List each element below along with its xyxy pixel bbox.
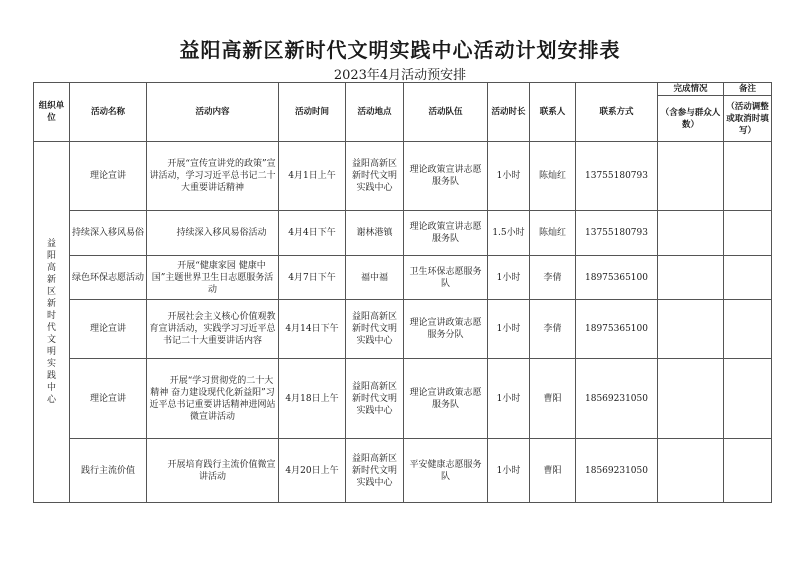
cell-activity-duration: 1.5小时 <box>488 211 530 256</box>
cell-note <box>724 142 772 211</box>
cell-completion <box>658 439 724 503</box>
org-unit-char: 时 <box>46 311 56 321</box>
header-time: 活动时间 <box>279 83 346 142</box>
cell-contact-phone: 18569231050 <box>576 439 658 503</box>
header-done-title: 完成情况 <box>658 83 724 96</box>
cell-contact-phone: 13755180793 <box>576 211 658 256</box>
org-unit-char: 明 <box>46 347 56 357</box>
header-note-title: 备注 <box>724 83 772 96</box>
org-unit-char: 高 <box>46 263 56 273</box>
header-phone: 联系方式 <box>576 83 658 142</box>
cell-contact-phone: 18975365100 <box>576 256 658 300</box>
cell-activity-content: 开展社会主义核心价值观教育宣讲活动，实践学习习近平总书记二十大重要讲话内容 <box>147 300 279 359</box>
cell-activity-content: 开展“学习贯彻党的二十大精神 奋力建设现代化新益阳”习近平总书记重要讲话精神进网站微宣讲活动 <box>147 359 279 439</box>
cell-activity-duration: 1小时 <box>488 439 530 503</box>
activity-schedule-table <box>33 82 772 503</box>
cell-activity-duration: 1小时 <box>488 359 530 439</box>
header-name: 活动名称 <box>70 83 147 142</box>
org-unit-char: 文 <box>46 335 56 345</box>
cell-activity-place: 益阳高新区新时代文明实践中心 <box>346 359 404 439</box>
cell-completion <box>658 359 724 439</box>
header-content: 活动内容 <box>147 83 279 142</box>
cell-activity-team: 卫生环保志愿服务队 <box>404 256 488 300</box>
cell-contact-person: 陈灿红 <box>530 211 576 256</box>
cell-activity-team: 平安健康志愿服务队 <box>404 439 488 503</box>
cell-activity-team: 理论宣讲政策志愿服务分队 <box>404 300 488 359</box>
header-contact: 联系人 <box>530 83 576 142</box>
cell-completion <box>658 256 724 300</box>
cell-activity-time: 4月14日下午 <box>279 300 346 359</box>
cell-contact-phone: 18569231050 <box>576 359 658 439</box>
cell-activity-team: 理论宣讲政策志愿服务队 <box>404 359 488 439</box>
header-done-sub: （含参与群众人数） <box>658 96 724 142</box>
cell-activity-name: 理论宣讲 <box>70 300 147 359</box>
cell-note <box>724 211 772 256</box>
org-unit-char: 益 <box>46 239 56 249</box>
table-row <box>34 300 772 359</box>
cell-activity-time: 4月20日上午 <box>279 439 346 503</box>
org-unit-cell <box>34 142 70 503</box>
org-unit-char: 区 <box>46 287 56 297</box>
cell-activity-name: 持续深入移风易俗 <box>70 211 147 256</box>
cell-contact-person: 曹阳 <box>530 439 576 503</box>
header-org: 组织单位 <box>34 83 70 142</box>
cell-activity-team: 理论政策宣讲志愿服务队 <box>404 142 488 211</box>
cell-contact-person: 陈灿红 <box>530 142 576 211</box>
cell-note <box>724 300 772 359</box>
cell-activity-content: 开展培育践行主流价值微宣讲活动 <box>147 439 279 503</box>
org-unit-char: 践 <box>46 371 56 381</box>
cell-activity-time: 4月4日下午 <box>279 211 346 256</box>
cell-activity-place: 益阳高新区新时代文明实践中心 <box>346 439 404 503</box>
org-unit-char: 中 <box>46 383 56 393</box>
cell-completion <box>658 300 724 359</box>
cell-contact-phone: 13755180793 <box>576 142 658 211</box>
document-title: 益阳高新区新时代文明实践中心活动计划安排表 <box>179 38 621 62</box>
cell-activity-content: 开展“宣传宣讲党的政策”宣讲活动，学习习近平总书记二十大重要讲话精神 <box>147 142 279 211</box>
cell-activity-name: 绿色环保志愿活动 <box>70 256 147 300</box>
org-unit-char: 代 <box>46 323 56 333</box>
table-row <box>34 256 772 300</box>
cell-note <box>724 359 772 439</box>
cell-activity-place: 福中福 <box>346 256 404 300</box>
cell-activity-duration: 1小时 <box>488 300 530 359</box>
header-place: 活动地点 <box>346 83 404 142</box>
org-unit-char: 新 <box>46 275 56 285</box>
cell-activity-duration: 1小时 <box>488 142 530 211</box>
cell-note <box>724 256 772 300</box>
cell-activity-name: 理论宣讲 <box>70 359 147 439</box>
cell-activity-duration: 1小时 <box>488 256 530 300</box>
cell-completion <box>658 211 724 256</box>
table-row <box>34 211 772 256</box>
cell-activity-content: 持续深入移风易俗活动 <box>147 211 279 256</box>
table-row <box>34 439 772 503</box>
cell-activity-name: 理论宣讲 <box>70 142 147 211</box>
cell-activity-place: 益阳高新区新时代文明实践中心 <box>346 142 404 211</box>
cell-note <box>724 439 772 503</box>
cell-activity-time: 4月1日上午 <box>279 142 346 211</box>
cell-contact-person: 李倩 <box>530 256 576 300</box>
org-unit-char: 实 <box>46 359 56 369</box>
header-note-sub: （活动调整或取消时填写） <box>724 96 772 142</box>
cell-activity-place: 谢林港镇 <box>346 211 404 256</box>
cell-activity-time: 4月18日上午 <box>279 359 346 439</box>
table-row <box>34 359 772 439</box>
cell-activity-name: 践行主流价值 <box>70 439 147 503</box>
org-unit-char: 阳 <box>46 251 56 261</box>
cell-activity-team: 理论政策宣讲志愿服务队 <box>404 211 488 256</box>
org-unit-char: 心 <box>46 395 56 405</box>
header-team: 活动队伍 <box>404 83 488 142</box>
cell-activity-place: 益阳高新区新时代文明实践中心 <box>346 300 404 359</box>
cell-activity-content: 开展“健康家园 健康中国”主题世界卫生日志愿服务活动 <box>147 256 279 300</box>
cell-activity-time: 4月7日下午 <box>279 256 346 300</box>
header-duration: 活动时长 <box>488 83 530 142</box>
cell-contact-person: 曹阳 <box>530 359 576 439</box>
cell-contact-person: 李倩 <box>530 300 576 359</box>
cell-completion <box>658 142 724 211</box>
table-row <box>34 142 772 211</box>
document-subtitle: 2023年4月活动预安排 <box>333 68 467 83</box>
cell-contact-phone: 18975365100 <box>576 300 658 359</box>
org-unit-char: 新 <box>46 299 56 309</box>
